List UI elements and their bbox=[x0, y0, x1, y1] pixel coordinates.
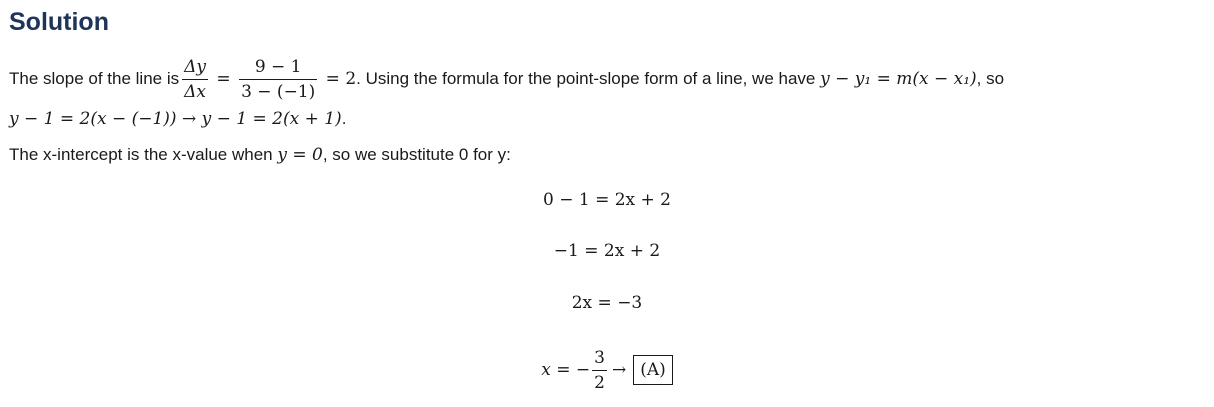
arrow-icon: → bbox=[611, 360, 627, 380]
slope-value: = 2 bbox=[320, 69, 357, 89]
point-slope-formula: y − y₁ = m(x − x₁) bbox=[820, 69, 977, 89]
delta-fraction bbox=[182, 57, 208, 102]
point-slope-text: . Using the formula for the point-slope form of a line, we have bbox=[356, 69, 821, 88]
point-slope-substitution: y − 1 = 2(x − (−1)) → y − 1 = 2(x + 1) bbox=[9, 109, 342, 129]
step-4-equation bbox=[0, 344, 1214, 396]
slope-denominator: 3 − (−1) bbox=[241, 81, 316, 102]
answer-box: (A) bbox=[633, 355, 673, 385]
substitute-text: , so we substitute 0 for y: bbox=[322, 145, 511, 164]
equals-sign-1: = bbox=[211, 69, 237, 89]
so-text: , so bbox=[976, 69, 1005, 88]
three-numerator: 3 bbox=[592, 348, 607, 371]
x-intercept-text: The x-intercept is the x-value when bbox=[9, 145, 278, 164]
delta-y: Δy bbox=[182, 57, 208, 80]
x-intercept-paragraph bbox=[9, 144, 511, 166]
step-3-equation: 2x = −3 bbox=[571, 293, 643, 313]
two-denominator: 2 bbox=[594, 372, 605, 393]
step-1-equation: 0 − 1 = 2x + 2 bbox=[542, 190, 671, 210]
three-halves-fraction bbox=[592, 348, 607, 393]
slope-numerator: 9 − 1 bbox=[239, 57, 317, 80]
delta-x: Δx bbox=[184, 81, 206, 102]
y-equals-zero: y = 0 bbox=[277, 145, 323, 165]
equation-period: . bbox=[341, 109, 347, 128]
solution-heading: Solution bbox=[9, 8, 109, 36]
slope-intro-text: The slope of the line is bbox=[9, 69, 180, 88]
slope-fraction bbox=[239, 57, 317, 102]
equation-line bbox=[9, 108, 346, 130]
step-2-equation: −1 = 2x + 2 bbox=[553, 241, 661, 261]
slope-paragraph bbox=[9, 50, 1004, 108]
x-equals-minus: x = − bbox=[541, 360, 591, 380]
